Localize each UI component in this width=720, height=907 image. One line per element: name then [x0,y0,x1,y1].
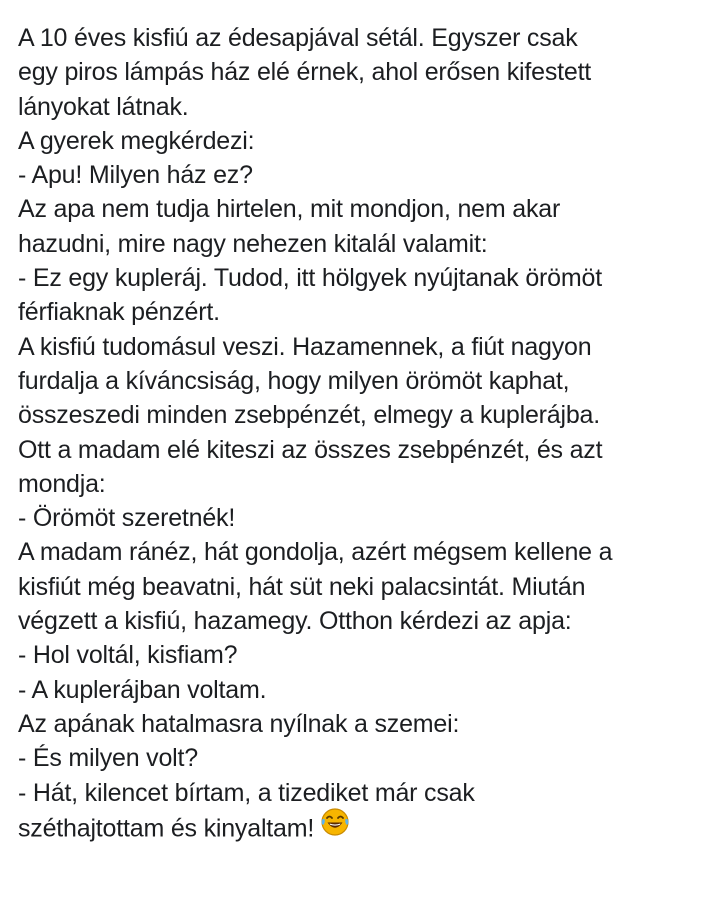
text-line-11: furdalja a kíváncsiság, hogy milyen örömöt kaphat, [18,366,570,395]
text-line-2: egy piros lámpás ház elé érnek, ahol erősen kifestett [18,58,592,87]
text-line-4: A gyerek megkérdezi: [18,126,255,155]
text-line-1: A 10 éves kisfiú az édesapjával sétál. Egyszer csak [18,24,578,52]
text-line-23: - Hát, kilencet bírtam, a tizediket már csak [18,778,475,807]
text-line-6: Az apa nem tudja hirtelen, mit mondjon, nem akar [18,195,561,224]
text-line-14: mondja: [18,469,106,498]
text-line-22: - És milyen volt? [18,744,198,773]
text-line-3: lányokat látnak. [18,92,189,121]
text-line-7: hazudni, mire nagy nehezen kitalál valamit: [18,229,488,258]
text-line-24-wrapper [18,810,708,849]
text-line-10: A kisfiú tudomásul veszi. Hazamennek, a fiút nagyon [18,332,592,361]
text-line-15: - Örömöt szeretnék! [18,504,236,533]
text-line-13: Ott a madam elé kiteszi az összes zsebpénzét, és azt [18,435,603,464]
text-line-20: - A kuplerájban voltam. [18,675,267,704]
text-line-19: - Hol voltál, kisfiam? [18,641,238,670]
text-line-12: összeszedi minden zsebpénzét, elmegy a kuplerájba. [18,401,601,430]
text-line-8: - Ez egy kupleráj. Tudod, itt hölgyek nyújtanak örömöt [18,264,602,293]
text-line-9: férfiaknak pénzért. [18,298,220,327]
text-line-5: - Apu! Milyen ház ez? [18,161,253,190]
post-text [18,21,708,849]
text-line-17: kisfiút még beavatni, hát süt neki palacsintát. Miután [18,572,586,601]
laughing-tears-emoji-icon [320,807,350,846]
text-line-24: széthajtottam és kinyaltam! [18,814,315,843]
text-line-18: végzett a kisfiú, hazamegy. Otthon kérdezi az apja: [18,607,572,636]
text-line-21: Az apának hatalmasra nyílnak a szemei: [18,709,460,738]
text-line-16: A madam ránéz, hát gondolja, azért mégsem kellene a [18,538,613,567]
